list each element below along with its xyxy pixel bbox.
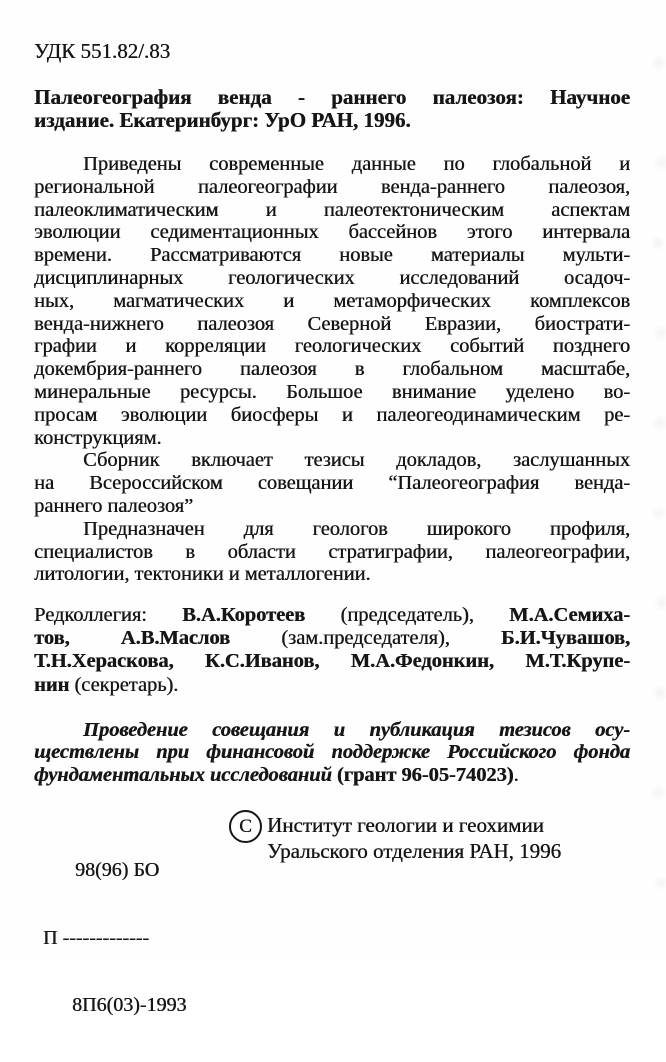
code-line: П ------------- [43,926,150,949]
udk-number: УДК 551.82/.83 [34,39,171,63]
text-line: конструкциям. [34,426,162,449]
text-line: Приведены современные данные по глобальной и [83,153,630,175]
text-line: Предназначен для геологов широкого профиля, [83,517,630,540]
text-line [34,650,630,673]
text-line: времени. Рассматриваются новые материалы мульти- [34,244,630,267]
regular-text: Редколлегия: [34,604,183,626]
italic-text: фундаментальных исследований [34,763,337,786]
bold-text: тов, А.В.Маслов [34,627,282,650]
text-line: литологии, тектоники и металлогении. [34,563,371,586]
funding-note [34,719,630,786]
bold-text: Т.Н.Хераскова, К.С.Иванов, М.А.Федонкин, М.Т.Крупе- [34,650,630,673]
publisher-line: Институт геологии и геохимии [267,813,544,837]
publisher-info [267,813,561,864]
regular-text: (секретарь). [74,673,179,696]
regular-text: (зам.председателя), [281,627,501,650]
text-line: палеоклиматическим и палеотектоническим аспектам [34,198,630,221]
bold-text: Б.И.Чувашов, [500,627,630,650]
text-line [34,627,630,650]
text-line: издание. Екатеринбург: УрО РАН, 1996. [34,108,411,132]
abstract-paragraph [34,518,630,586]
text-line: просам эволюции биосферы и палеогеодинамическим ре- [34,403,630,426]
text-line [34,674,630,697]
bold-text: М.А.Семиха- [509,604,630,626]
text-line [34,741,630,763]
text-line: ных, магматических и метаморфических комплексов [34,289,630,312]
copyright-icon: C [229,810,262,843]
text-line: графии и корреляции геологических событий позднего [34,335,630,358]
text-line: эволюции седиментационных бассейнов этого интервала [34,221,630,244]
text-line [34,719,630,741]
text-line: Палеогеография венда - раннего палеозоя: Научное [34,85,630,109]
text-line [34,604,630,627]
code-line: 98(96) БО [75,859,160,881]
text-line: дисциплинарных геологических исследований осадоч- [34,266,630,289]
text-line: минеральные ресурсы. Большое внимание уделено во- [34,380,630,403]
abstract-paragraph [34,153,630,449]
italic-text: ществлены при финансовой поддержке Российского фонда [34,741,630,764]
book-title [34,86,630,132]
bold-text: (грант 96-05-74023) [336,763,514,786]
abstract [34,153,630,586]
text-line: Сборник включает тезисы докладов, заслушанных [83,449,630,472]
publisher-line: Уральского отделения РАН, 1996 [267,838,562,863]
text-line: на Всероссийском совещании “Палеогеография венда- [34,472,630,495]
regular-text: . [513,763,519,786]
bold-text: нин [34,673,75,696]
editorial-board [34,604,630,697]
regular-text: (председатель), [340,604,510,626]
text-line: раннего палеозоя” [34,494,194,517]
text-line: региональной палеогеографии венда-раннего палеозоя, [34,175,630,198]
text-line: докембрия-раннего палеозоя в глобальном масштабе, [34,358,630,381]
classification-code [43,814,186,1062]
code-line: 8П6(03)-1993 [72,994,187,1016]
text-line [34,764,630,786]
text-line: специалистов в области стратиграфии, палеогеографии, [34,540,630,563]
abstract-paragraph [34,449,630,517]
italic-text: Проведение совещания и публикация тезисов осу- [83,719,630,741]
bold-text: В.А.Коротеев [182,604,341,626]
text-line: венда-нижнего палеозоя Северной Евразии, биострати- [34,312,630,335]
